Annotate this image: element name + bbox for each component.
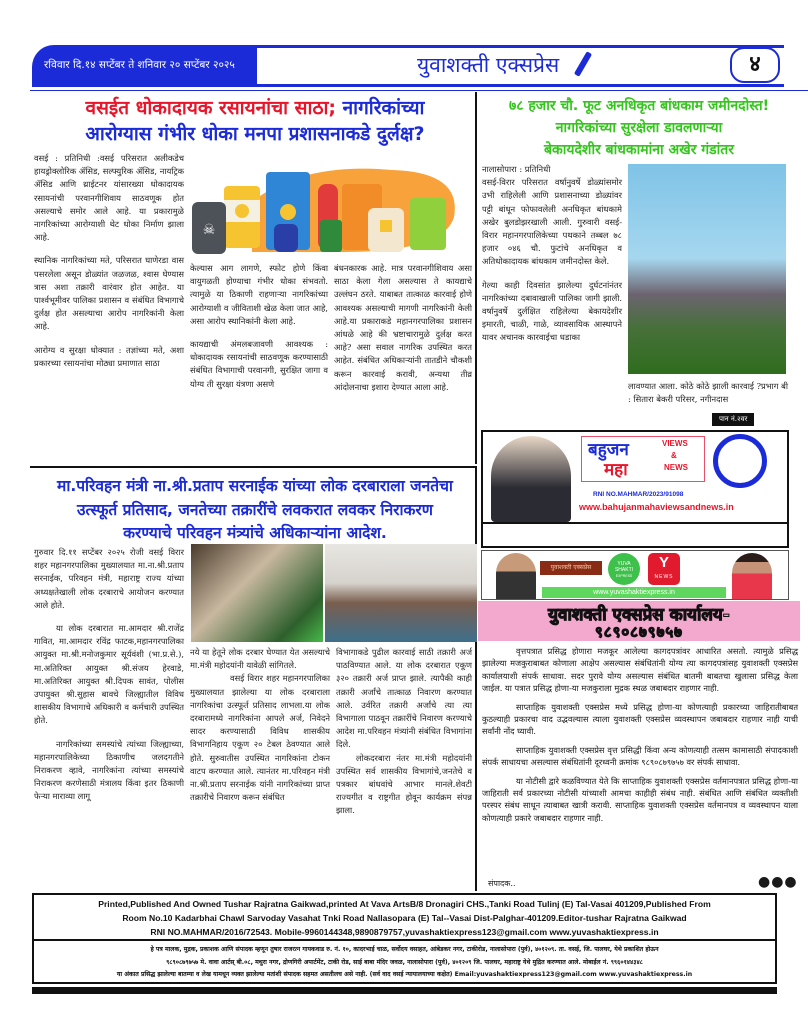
paragraph: नागरिकांच्या समस्यांचे त्यांच्या जिल्ह्याच्या, महानगरपालिकेच्या ठिकाणीच जलदगतीने निराकरण व्हावे, नागरिकांना त्यांच्या समस्यांचे निराकरण करणेसाठी मंत्रालय किंवा इतर ठिकाणी फेऱ्या माराव्या लागू	[34, 738, 184, 802]
paragraph: गेल्या काही दिवसांत झालेल्या दुर्घटनांनंतर नागरिकांच्या दबावाखाली पालिका जागी झाली. वर्षानुवर्षे दुर्लक्षित राहिलेल्या बेकायदेशीर इमारती, चाळी, गाळे, व्यावसायिक आस्थापने यावर अचानक कारवाईचा धडाका	[482, 279, 622, 343]
issue-date-range: रविवार दि.१४ सप्टेंबर ते शनिवार २० सप्टेंबर २०२५	[44, 59, 235, 71]
article3-column-2	[190, 646, 330, 814]
logo-tag: NEWS	[664, 463, 688, 472]
section-divider	[30, 466, 476, 468]
headline-red-part: वसईत धोकादायक रसायनांचा साठा;	[85, 97, 336, 119]
masthead-date-panel	[32, 45, 257, 87]
headline-blue-part: नागरिकांच्या	[342, 97, 425, 119]
article2-headline-line2: नागरिकांच्या सुरक्षेला डावलणाऱ्या	[555, 120, 723, 136]
imprint-line: ९८९०८७९७५७ मे. वावा आर्टस् बी.०८, मथुरा नगर, द्रोणगिरी अपार्टमेंट, टाकी रोड, साई बाबा मंदिर जवळ, नालासोपारा (पुर्व), ४०१२०९ जि. पालघर, महाराष्ट्र येथे मुद्रित करण्यात आले. मोबाईल नं. ९९६०१४४३४८	[166, 958, 643, 966]
ye-news-logo	[648, 553, 680, 585]
audience-photo	[325, 544, 477, 642]
logo-tag: VIEWS	[662, 439, 688, 448]
website-link[interactable]: www.bahujanmahaviewsandnews.in	[579, 502, 734, 512]
continued-on-page-badge: पान नं.२वर	[712, 413, 754, 426]
paragraph: वसई विरार शहर महानगरपालिका मुख्यालयात झालेल्या या लोक दरबाराला नागरिकांचा उत्स्फूर्त प्रतिसाद लाभला.या लोक दरबारामध्ये नागरिकांना आपले अर्ज, निवेदने सादर करण्यासाठी विविध शासकीय विभागनिहाय एकूण २० टेबल ठेवण्यात आले होते. सुरुवातीस उपस्थित नागरिकांना टोकन वाटप करण्यात आले. त्यानंतर मा.परिवहन मंत्री ना.श्री.प्रताप सरनाईक यांनी नागरिकांच्या प्राप्त तक्रारीचे निवारण करून संबंधित	[190, 673, 330, 803]
logo-text: EXPRESS	[615, 574, 633, 578]
logo-text: महा	[604, 460, 628, 480]
logo-text: YUVA	[617, 561, 631, 567]
article2-column-1	[482, 163, 622, 355]
column-divider	[475, 92, 477, 464]
imprint-line: RNI NO.MAHMAR/2016/72543. Mobile-9960144348,9890879757,yuvashaktiexpress123@gmail.com www.yuvashaktiexpress.in	[150, 927, 659, 937]
notice-paragraph: साप्ताहिक युवाशक्ती एक्सप्रेस मध्ये प्रसिद्ध होणा-या कोणत्याही प्रकारच्या जाहिरातीबाबत कुठल्याही प्रकारचा वाद उद्भवल्यास त्याला युवाशक्ती एक्सप्रेस व्यवस्थापन जबाबदार राहणार नाही याची सर्वांनी नोंद घ्यावी.	[482, 701, 798, 737]
paragraph: विभागाकडे पुढील कारवाई साठी तक्रारी अर्ज पाठविण्यात आले. या लोक दरबारात एकूण ३२० तक्रारी अर्ज प्राप्त झाले. त्यापैकी काही तक्रारी अर्जांचे तात्काळ निवारण करण्यात आले. उर्वरित तक्रारी अर्जांचे त्या त्या विभागाला पाठवून तक्रारींचे निवारण करण्याचे आदेश मा.परिवहन मंत्र्यांनी संबंधित विभागांना दिले.	[336, 647, 472, 750]
paragraph: या लोक दरबारात मा.आमदार श्री.राजेंद्र गावित, मा.आमदार रविंद्र फाटक,महानगरपालिका आयुक्त मा.श्री.मनोजकुमार सूर्यवंशी (भा.प्र.से.), मा.अतिरिक्त आयुक्त श्री.संजय हेरवाडे, मा.अतिरिक्त आयुक्त श्री.दिपक सावंत, पोलीस उपायुक्त श्री.सुहास बावचे जिल्ह्यातील विविध शासकीय विभागाचे अधिकारी व कर्मचारी उपस्थित होते.	[34, 623, 184, 726]
article1-column-3	[334, 262, 472, 404]
office-notice-header	[478, 601, 800, 641]
column-divider	[475, 466, 477, 891]
bahujan-maha-logo	[581, 436, 705, 482]
portrait-image	[491, 436, 571, 522]
notice-paragraph: या नोटीसी द्वारे कळविण्यात येते कि साप्ताहिक युवाशक्ती एक्सप्रेस वर्तमानपत्रात प्रसिद्ध होणा-या जाहिराती सर्व प्रकारच्या नोटीसी यांच्याशी आमचा काहीही संबंध नाही. संबंधित आणि संबंधित व्यक्तीशी परस्पर संबंध साधून त्याबाबत खात्री करावी. साप्ताहिक युवाशक्ती एक्सप्रेस वर्तमानपत्र व व्यवस्थापन याला कोणत्याही प्रकारे जबाबदार राहणार नाही.	[482, 775, 798, 823]
imprint-marathi	[32, 941, 777, 984]
paragraph: वसई-विरार परिसरात वर्षानुवर्षे डोळ्यांसमोर उभी राहिलेली आणि प्रशासनाच्या डोळ्यांवर पट्टी बांधून फोफावलेली अनधिकृत बांधकामे अखेर बुलडोझरखाली आली. गुरुवारी वसई-विरार महानगरपालिकेच्या पथकाने तब्बल ७८ हजार ०४६ चौ. फुटांचे अनधिकृत व अतिधोकादायक बांधकाम जमीनदोस्त केले.	[482, 177, 622, 267]
paragraph: स्थानिक नागरिकांच्या मते, परिसरात घाणेरडा वास पसरलेला असून डोळ्यांत जळजळ, श्वास घेण्यास त्रास अशा तक्रारी वारंवार होत आहेत. या पार्श्वभूमीवर पालिका प्रशासन व संबंधित विभागाचे दुर्लक्ष होत असल्याचा आरोप नागरिकांनी केला आहे.	[34, 255, 184, 332]
paragraph: आरोग्य व सुरक्षा धोक्यात : तज्ञांच्या मते, अशा प्रकारच्या रसायनांचा मोठ्या प्रमाणात साठा	[34, 344, 184, 368]
ashoka-chakra-icon	[713, 434, 767, 488]
website-link[interactable]: www.yuvashaktiexpress.in	[542, 587, 726, 598]
editor-signature: संपादक..	[488, 879, 516, 888]
article1-headline-line2: आरोग्यास गंभीर धोका मनपा प्रशासनाकडे दुर्लक्ष?	[85, 123, 425, 145]
imprint-line: हे पत्र मालक, मुद्रक, प्रकाशक आणि संपादक म्हणून तुषार राजरत्न गायकवाड रु. नं. १०, कादरभाई चाळ, सर्वोदय वसाहत, आंबेडकर नगर, टाकीरोड, नालासोपारा (पुर्व), ४०१२०९. ता. वसई, जि. पालघर, येथे प्रकाशित होऊन	[150, 946, 659, 953]
chemical-containers-illustration	[182, 162, 478, 258]
person-photo	[496, 553, 536, 599]
paragraph: बंधनकारक आहे. मात्र परवानगीशिवाय असा साठा केला गेला असल्यास ते कायद्याचे उल्लंघन ठरते. याबाबत तात्काळ कारवाई होणे आवश्यक असल्याची मागणी नागरिकांनी केली आहे.या प्रकाराकडे महानगरपालिका प्रशासन आंधळे आहे की भ्रष्टाचारामुळे दुर्लक्ष करत आहे? असा सवाल नागरिक उपस्थित करत आहेत. संबंधित अधिकाऱ्यांनी तातडीने चौकशी करून कारवाई करावी, अन्यथा तीव्र आंदोलनाचा इशारा देण्यात आला आहे.	[334, 263, 472, 392]
article1-headline-line1	[40, 94, 470, 120]
logo-text: बहुजन	[588, 440, 629, 460]
office-phone[interactable]: ९८९०८७९७५७	[594, 623, 683, 641]
end-mark: ●●●	[758, 874, 798, 890]
article3-column-3	[336, 646, 472, 828]
office-notice-body	[482, 645, 798, 830]
svg-text:☠: ☠	[202, 222, 216, 238]
page-number: ४	[730, 47, 780, 83]
article3-headline-line1: मा.परिवहन मंत्री ना.श्री.प्रताप सरनाईक यांच्या लोक दरबाराला जनतेचा	[57, 477, 453, 495]
paragraph: लोकदरबारा नंतर मा.मंत्री महोदयांनी उपस्थित सर्व शासकीय विभागांचे,जनतेचे व पत्रकार बांधवांचे आभार मानले.शेवटी राज्यगीत व राष्ट्रगीत होवून कार्यक्रम संपन्न झाला.	[336, 752, 472, 816]
logo-text: SHAKTI	[614, 567, 634, 573]
article1-column-2	[190, 262, 328, 401]
person-photo	[732, 553, 772, 599]
article1-column-1	[34, 152, 184, 380]
minister-photo	[191, 544, 323, 642]
paragraph: कायद्याची अंमलबजावणी आवश्यक : धोकादायक रसायनांची साठवणूक करण्यासाठी संबंधित विभागाची परवानगी, सुरक्षित जागा व योग्य ती सुरक्षा यंत्रणा असणे	[190, 339, 328, 389]
yuvashakti-advertisement[interactable]	[481, 550, 789, 600]
dateline: नालासोपारा : प्रतिनिधी	[482, 164, 551, 174]
demolition-photo	[628, 164, 786, 374]
notice-paragraph: साप्ताहिक युवाशक्ती एक्सप्रेस वृत्त प्रसिद्धी किंवा अन्य कोणत्याही तत्सम कामासाठी संपादकाशी संपर्क साधायचा असल्यास संबंधितांनी दूरध्वनी क्रमांक ९८९०८७९७५७ वर संपर्क साधावा.	[482, 744, 798, 768]
paragraph: गुरुवार दि.११ सप्टेंबर २०२५ रोजी वसई विरार शहर महानगरपालिका मुख्यालयात मा.ना.श्री.प्रताप सरनाईक, परिवहन मंत्री, महाराष्ट्र राज्य यांच्या अध्यक्षतेखाली लोक दरबाराचे आयोजन करण्यात आले होते.	[34, 547, 184, 610]
article2-headline-line3: बेकायदेशीर बांधकामांना अखेर गंडांतर	[544, 142, 734, 158]
lok-darbar-meeting-photos	[191, 544, 477, 642]
yuvashakti-logo	[608, 553, 640, 585]
bahujan-maha-advertisement[interactable]	[481, 430, 789, 548]
logo-tag: &	[671, 451, 677, 460]
imprint-line: Room No.10 Kadarbhai Chawl Sarvoday Vasahat Tnki Road Nallasopara (E) Tal--Vasai Dist-Palghar-401209.Editor-tushar Rajratna Gaikwad	[122, 913, 687, 923]
article3-headline-line3: करण्याचे परिवहन मंत्र्यांचे अधिकाऱ्यांना आदेश.	[123, 524, 387, 542]
article3-column-1	[34, 546, 184, 814]
ad-divider	[483, 522, 787, 524]
imprint-line: Printed,Published And Owned Tushar Rajratna Gaikwad,printed At Vava ArtsB/8 Dronagiri CHS.,Tanki Road Tulinj (E) Tal-Vasai 401209,Published From	[98, 899, 711, 909]
imprint-english	[32, 893, 777, 941]
office-title: युवाशक्ती एक्सप्रेस कार्यालय-	[548, 605, 730, 625]
paper-name: युवाशक्ती एक्सप्रेस	[417, 53, 560, 77]
article2-headline-line1: ७८ हजार चौ. फूट अनधिकृत बांधकाम जमीनदोस्त!	[508, 98, 770, 114]
article2-caption-text: लावण्यात आला. कोठे कोठे झाली कारवाई ?प्रभाग बी : सितारा बेकरी परिसर, नगीनदास	[628, 381, 788, 405]
footer-bar	[32, 987, 777, 994]
masthead-underline	[30, 90, 808, 91]
logo-letter: Y	[658, 554, 669, 571]
rni-number: RNI NO.MAHMAR/2023/91098	[593, 491, 684, 498]
notice-paragraph: वृत्तपत्रात प्रसिद्ध होणारा मजकूर आलेल्या कागदपत्रांवर आधारित असतो. त्यामुळे प्रसिद्ध झालेल्या मजकुराबाबत कोणाला आक्षेप असल्यास संबंधितांनी योग्य त्या कागदपत्रांसह युवाशक्ती एक्सप्रेस कार्यालयाशी संपर्क साधावा. सदर पुरावे योग्य असल्यास संबंधित बातमी बाबतचा खुलासा प्रसिद्ध केला जाईल. या पत्रात प्रसिद्ध होणा-या मजकुराला मुद्रक स्थळ जबाबदार राहणार नाही.	[482, 646, 798, 694]
paragraph: केल्यास आग लागणे, स्फोट होणे किंवा वायुगळती होण्याचा गंभीर धोका संभवतो. त्यामुळे या ठिकाणी राहणाऱ्या नागरिकांच्या आरोग्याशी व जीविताशी खेळ केला जात आहे, असा आरोप स्थानिकांनी केला आहे.	[190, 263, 328, 326]
yuvashakti-badge: युवाशक्ती एक्सप्रेस	[540, 561, 602, 575]
imprint-line: या अंकात प्रसिद्ध झालेल्या बातम्या व लेख यामधून व्यक्त झालेल्या मतांशी संपादक सहमत असतीलच असे नाही. (सर्व वाद वसई न्यायालयाच्या कक्षेत) Email:yuvashaktiexpress123@gmail.com www.yuvashaktiexpress.in	[116, 971, 693, 978]
logo-text: NEWS	[654, 574, 674, 580]
paragraph: वसई : प्रतिनिधी :वसई परिसरात अलीकडेच हायड्रोक्लोरिक ॲसिड, सल्फ्युरिक ॲसिड, नायट्रिक ॲसिड आणि थ्राईटनर यांसारख्या धोकादायक रसायनांची परवानगीशिवाय साठवणूक होत असल्याचे समोर आले आहे. या प्रकारामुळे नागरिकांच्या आरोग्याशी थेट धोका निर्माण झाला आहे.	[34, 153, 184, 243]
masthead	[32, 45, 784, 87]
article3-headline-line2: उत्स्फूर्त प्रतिसाद, जनतेच्या तक्रारींचे लवकरात लवकर निराकरण	[77, 501, 433, 519]
paragraph: नये या हेतूने लोक दरबार घेण्यात येत असल्याचे मा.मंत्री महोदयांनी यावेळी सांगितले.	[190, 647, 330, 671]
